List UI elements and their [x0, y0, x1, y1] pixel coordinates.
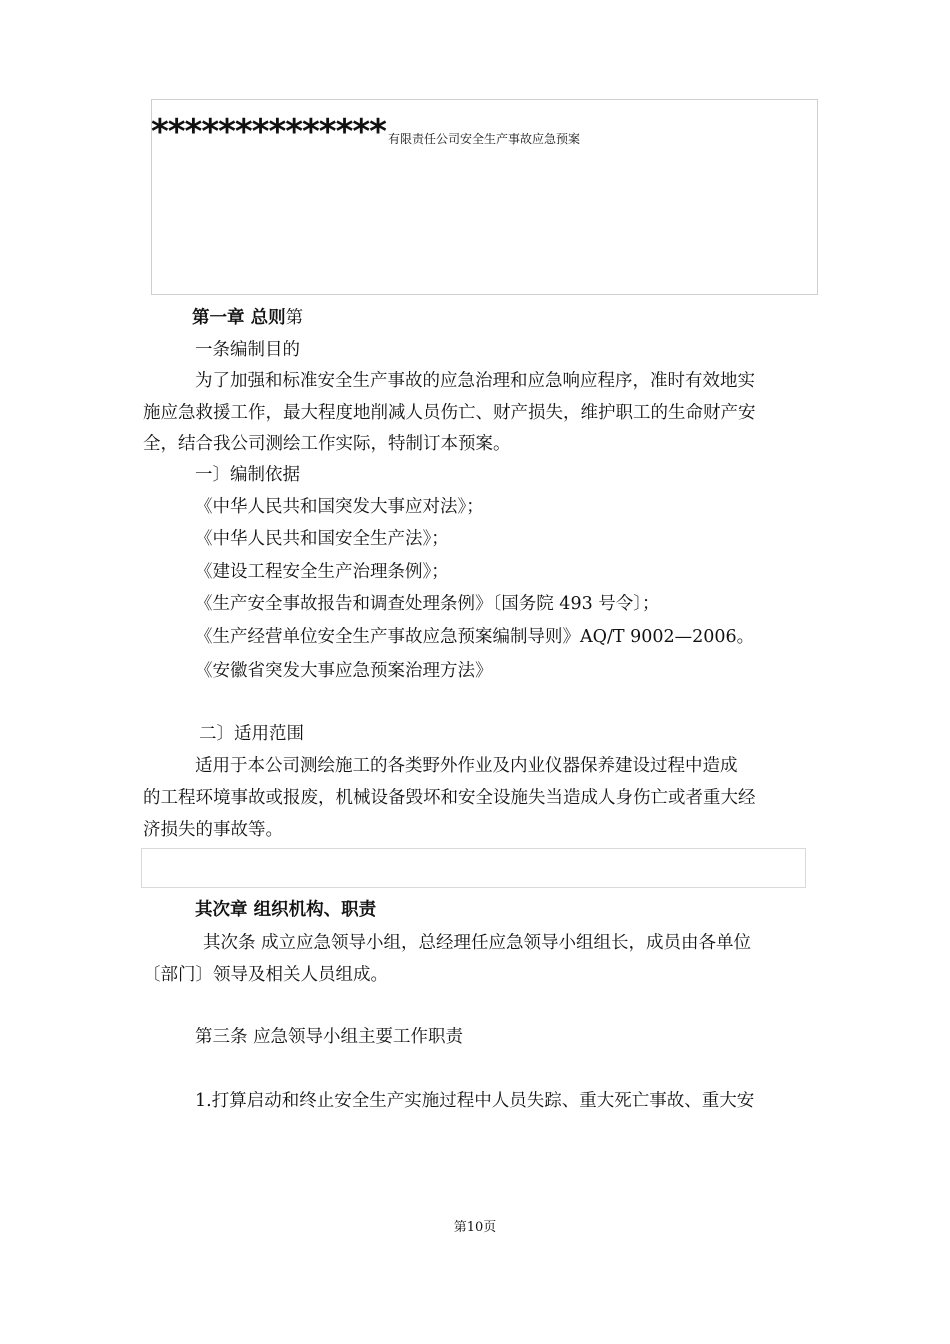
paragraph-line: 〔部门〕领导及相关人员组成。	[143, 965, 388, 985]
paragraph-line: 的工程环境事故或报废，机械设备毁坏和安全设施失当造成人身伤亡或者重大经	[143, 788, 756, 808]
article-3-title: 第三条 应急领导小组主要工作职责	[195, 1027, 464, 1047]
basis-heading: 一〕编制依据	[195, 465, 300, 485]
paragraph-line: 全，结合我公司测绘工作实际，特制订本预案。	[143, 434, 511, 454]
chapter-1-heading	[192, 308, 303, 328]
basis-item: 《建设工程安全生产治理条例》；	[195, 562, 449, 582]
paragraph-line: 其次条 成立应急领导小组，总经理任应急领导小组组长，成员由各单位	[203, 933, 752, 953]
paragraph-line: 施应急救援工作，最大程度地削减人员伤亡、财产损失，维护职工的生命财产安	[143, 403, 756, 423]
company-name-masked: **************	[151, 112, 386, 152]
chapter-1-title: 第一章 总则	[192, 308, 286, 328]
document-title: 有限责任公司安全生产事故应急预案	[387, 132, 580, 146]
basis-item: 《安徽省突发大事应急预案治理方法》	[195, 661, 493, 681]
paragraph-line: 为了加强和标准安全生产事故的应急治理和应急响应程序，准时有效地实	[195, 371, 755, 391]
basis-item: 《生产安全事故报告和调查处理条例》〔国务院 493 号令〕；	[195, 594, 660, 614]
basis-item: 《中华人民共和国安全生产法》；	[195, 529, 449, 549]
paragraph-line: 适用于本公司测绘施工的各类野外作业及内业仪器保养建设过程中造成	[195, 756, 738, 776]
blank-frame	[141, 848, 806, 888]
list-item: 1.打算启动和终止安全生产实施过程中人员失踪、重大死亡事故、重大安	[195, 1091, 755, 1111]
header-line	[151, 112, 580, 152]
article-1-title: 一条编制目的	[195, 340, 300, 360]
basis-item: 《生产经营单位安全生产事故应急预案编制导则》AQ/T 9002—2006。	[195, 627, 755, 647]
page-number: 第10页	[453, 1220, 497, 1235]
basis-item: 《中华人民共和国突发大事应对法》；	[195, 497, 484, 517]
chapter-2-title: 其次章 组织机构、职责	[195, 900, 377, 920]
paragraph-line: 济损失的事故等。	[143, 820, 283, 840]
chapter-1-tail: 第	[285, 308, 304, 328]
scope-heading: 二〕适用范围	[199, 724, 304, 744]
